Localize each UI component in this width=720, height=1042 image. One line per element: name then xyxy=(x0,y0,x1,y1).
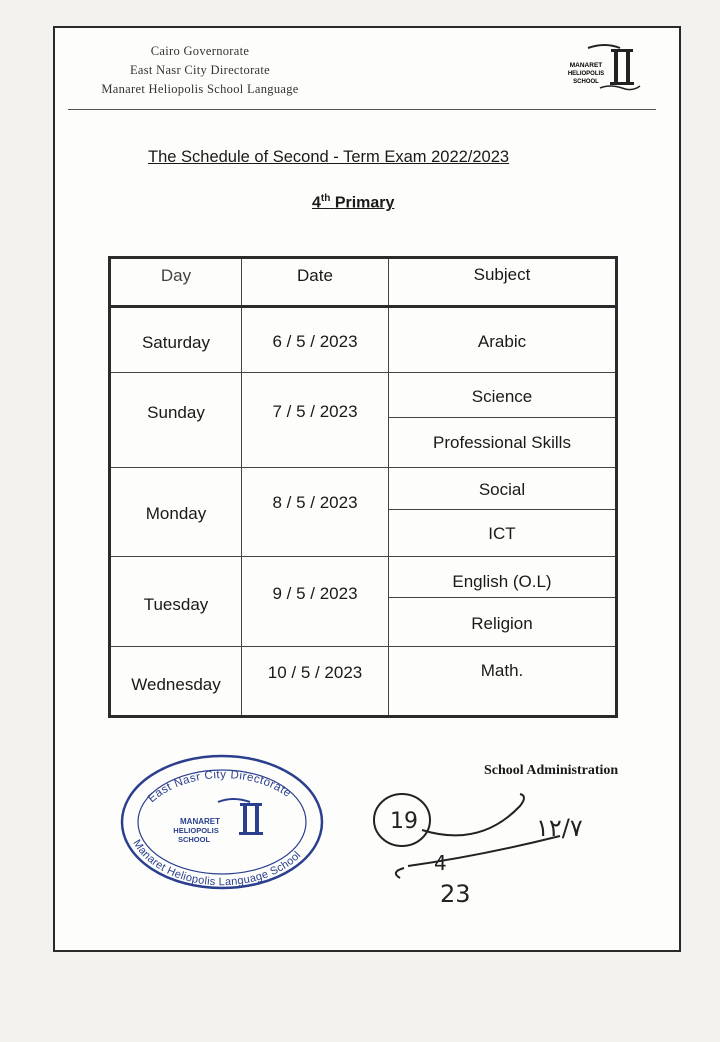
subject-divider xyxy=(389,509,615,510)
header-day: Day xyxy=(160,266,192,285)
row-divider xyxy=(111,646,615,647)
stamp-top-text: East Nasr City Directorate xyxy=(145,769,294,806)
grade-label xyxy=(312,193,394,212)
date-cell: 10 / 5 / 2023 xyxy=(267,663,363,682)
row-divider xyxy=(111,467,615,468)
subject-cell: ICT xyxy=(488,524,516,543)
governorate-line: Cairo Governorate xyxy=(150,44,250,58)
school-line: Manaret Heliopolis School Language xyxy=(101,82,299,96)
logo-text-2: HELIOPOLIS xyxy=(567,71,605,77)
row-divider xyxy=(111,372,615,373)
day-cell: Wednesday xyxy=(131,675,221,694)
institution-header xyxy=(70,42,330,99)
header-subject: Subject xyxy=(473,265,531,284)
header-divider xyxy=(68,109,656,110)
grade-name: Primary xyxy=(334,194,395,212)
handwritten-signature xyxy=(360,770,620,920)
signature-month: 4 xyxy=(434,851,447,875)
grade-suffix: th xyxy=(320,193,331,204)
signature-arabic: ١٢/٧ xyxy=(536,814,583,842)
day-cell: Saturday xyxy=(141,333,211,352)
logo-text-3: SCHOOL xyxy=(573,79,599,85)
school-stamp xyxy=(118,752,326,892)
svg-text:Manaret Heliopolis Language Sc xyxy=(130,838,303,889)
school-logo xyxy=(560,40,650,98)
header-date: Date xyxy=(297,266,333,285)
signature-day: 19 xyxy=(390,809,418,834)
header-row-divider xyxy=(111,305,615,308)
date-cell: 8 / 5 / 2023 xyxy=(272,493,358,512)
subject-cell: Professional Skills xyxy=(433,433,571,452)
directorate-line: East Nasr City Directorate xyxy=(129,63,271,77)
subject-divider xyxy=(389,597,615,598)
signature-year: 23 xyxy=(440,880,471,908)
subject-cell: Science xyxy=(471,387,533,406)
subject-cell: Religion xyxy=(471,614,533,633)
day-cell: Sunday xyxy=(147,403,205,422)
date-cell: 9 / 5 / 2023 xyxy=(272,584,358,603)
day-cell: Tuesday xyxy=(143,595,209,614)
logo-text-1: MANARET xyxy=(569,62,603,69)
school-administration-label: School Administration xyxy=(484,763,619,778)
stamp-logo-text-1: MANARET xyxy=(180,817,220,826)
page-title: The Schedule of Second - Term Exam 2022/2023 xyxy=(148,148,510,166)
subject-divider xyxy=(389,417,615,418)
stamp-logo-text-2: HELIOPOLIS xyxy=(173,826,219,835)
svg-text:East Nasr City Directorate xyxy=(146,769,293,805)
grade-number: 4 xyxy=(312,194,321,212)
subject-cell: Math. xyxy=(480,661,524,680)
exam-schedule-table xyxy=(108,256,618,718)
day-cell: Monday xyxy=(145,504,207,523)
subject-cell: Social xyxy=(478,480,526,499)
date-cell: 7 / 5 / 2023 xyxy=(272,402,358,421)
stamp-bottom-text: Manaret Heliopolis Language School xyxy=(130,837,304,889)
date-cell: 6 / 5 / 2023 xyxy=(272,332,358,351)
stamp-logo-text-3: SCHOOL xyxy=(177,835,211,844)
row-divider xyxy=(111,556,615,557)
subject-cell: Arabic xyxy=(477,332,527,351)
subject-cell: English (O.L) xyxy=(452,572,552,591)
